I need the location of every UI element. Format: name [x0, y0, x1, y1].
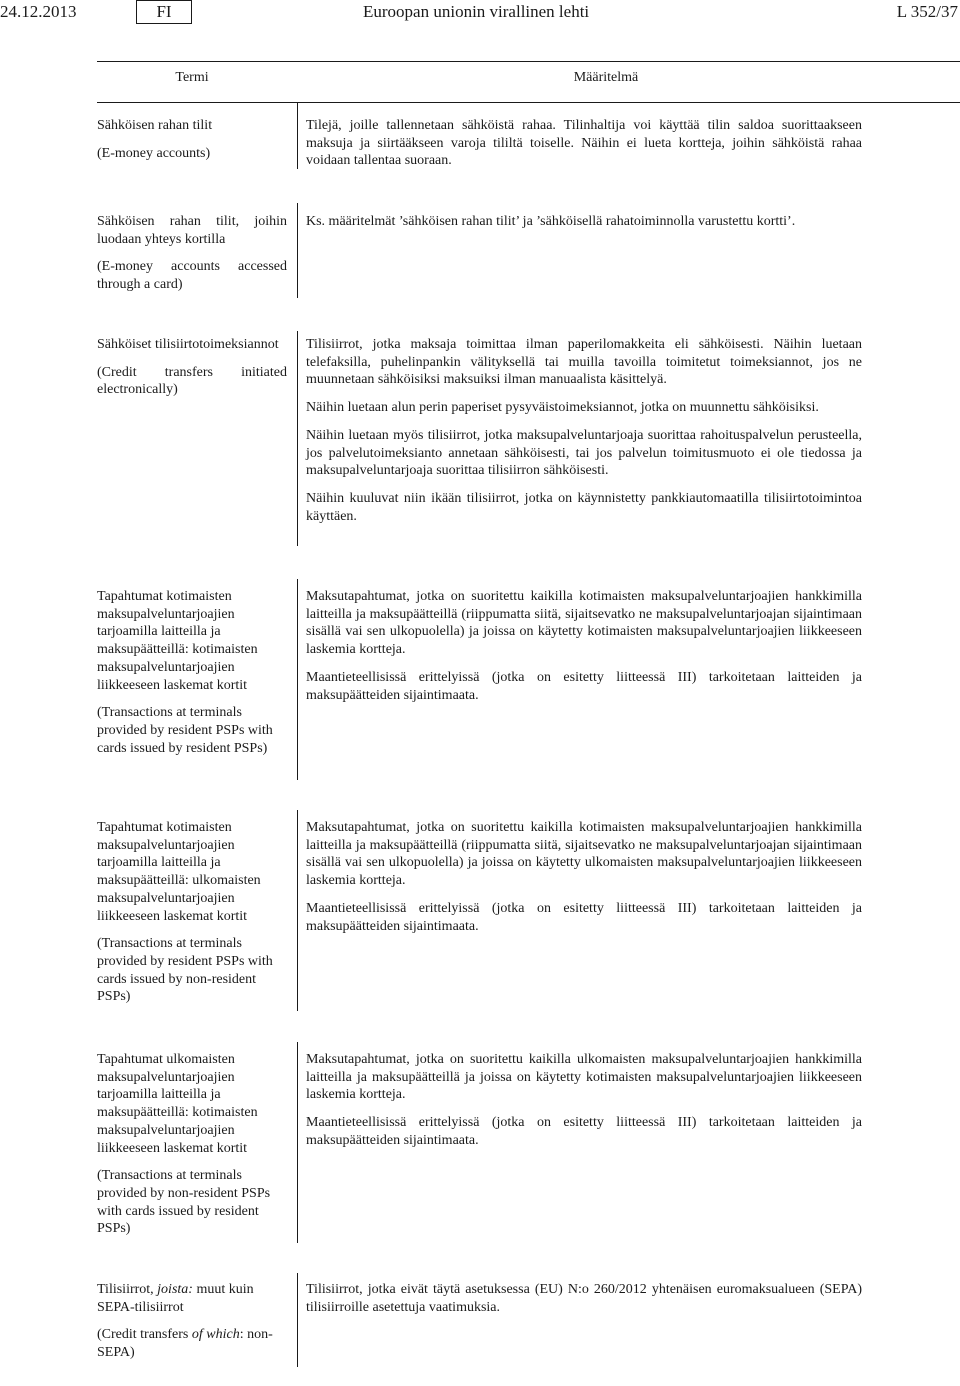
table-row-definition: [306, 213, 862, 241]
table-row-definition: [306, 1281, 862, 1326]
table-row-term: [97, 1281, 287, 1372]
journal-title: Euroopan unionin virallinen lehti: [363, 2, 590, 21]
term-fi: Sähköisen rahan tilit, joihin luodaan yhteys kortilla: [97, 214, 287, 247]
language-code-box: FI: [136, 0, 192, 24]
page-header: [0, 0, 960, 30]
term-en: (E-money accounts accessed through a card): [97, 259, 287, 293]
term-text: muut kuin SEPA-tilisiirrot: [97, 1282, 254, 1315]
definition-paragraph: Tilisiirrot, jotka eivät täytä asetuksessa (EU) N:o 260/2012 yhtenäisen euromaksualueen (SEPA) tilisiirroille asetettuja vaatimuksia.: [306, 1282, 862, 1315]
definition-paragraph: Näihin luetaan myös tilisiirrot, jotka maksupalveluntarjoaja suorittaa rahoituspalvelun perusteella, jos palvelutoimeksianto annetaan sähköisesti, tai jos palvelun toimitusmuoto ei ole tiedossa ja maksupalveluntarjoaja suorittaa tilisiirron sähköisesti.: [306, 427, 862, 479]
term-text: (Credit transfers: [97, 1327, 192, 1343]
table-row-term: [97, 1051, 287, 1248]
column-divider: [297, 579, 298, 780]
table-row-definition: [306, 1051, 862, 1160]
table-top-rule: [97, 61, 960, 62]
term-text: : non-SEPA): [97, 1327, 273, 1361]
table-header-rule: [97, 102, 960, 103]
column-divider: [297, 203, 298, 298]
definition-paragraph: Tilejä, joille tallennetaan sähköistä rahaa. Tilinhaltija voi käyttää tilin saldoa suorittaakseen maksuja ja siirtääkseen varoja tililtä toiselle. Näihin ei lueta kortteja, joihin sähköistä rahaa voidaan tallentaa suoraan.: [306, 118, 862, 169]
table-row-term: [97, 819, 287, 1016]
column-divider: [297, 331, 298, 546]
definition-paragraph: Tilisiirrot, jotka maksaja toimittaa ilman paperilomakkeita eli sähköisesti. Näihin luetaan telefaksilla, puhelinpankin välityksellä tai muilla tavoilla toimitetut toimeksiannot, jos ne muunnetaan sähköisiksi maksuiksi ilman manuaalista käsittelyä.: [306, 337, 862, 388]
table-row-definition: [306, 819, 862, 945]
table-row-definition: [306, 117, 862, 180]
table-row-term: [97, 213, 287, 304]
definition-paragraph: Maksutapahtumat, jotka on suoritettu kaikilla kotimaisten maksupalveluntarjoajien hankkimilla laitteilla ja maksupäätteillä (riippumatta siitä, sijaitsevatko ne maksupalveluntarjoajan sijaintimaan sisällä vai sen ulkopuolella) ja joissa on käytetty kotimaisten maksupalveluntarjoajien liikkeeseen laskemia kortteja.: [306, 589, 862, 658]
definition-paragraph: Näihin luetaan alun perin paperiset pysyväistoimeksiannot, jotka on muunnettu sähköisiksi.: [306, 400, 819, 416]
definition-paragraph: Maksutapahtumat, jotka on suoritettu kaikilla kotimaisten maksupalveluntarjoajien hankkimilla laitteilla ja maksupäätteillä (riippumatta siitä, sijaitsevatko ne maksupalveluntarjoajan sijaintimaan sisällä vai sen ulkopuolella) ja joissa on käytetty ulkomaisten maksupalveluntarjoajien liikkeeseen laskemia kortteja.: [306, 820, 862, 889]
definition-paragraph: Ks. määritelmät ’sähköisen rahan tilit’ ja ’sähköisellä rahatoiminnolla varustettu kortti’.: [306, 214, 796, 229]
column-divider: [297, 810, 298, 1011]
definition-paragraph: Maantieteellisissä erittelyissä (jotka on esitetty liitteessä III) tarkoitetaan laitteiden ja maksupäätteiden sijaintimaata.: [306, 1115, 862, 1148]
column-divider: [297, 1042, 298, 1243]
term-fi: Tapahtumat kotimaisten maksupalveluntarjoajien tarjoamilla laitteilla ja maksupäätteillä: ulkomaisten maksupalveluntarjoajien liikkeeseen laskemat kortit: [97, 820, 261, 924]
table-row-definition: [306, 336, 862, 535]
term-fi: Sähköisen rahan tilit: [97, 118, 213, 133]
table-row-term: [97, 117, 287, 172]
term-italic: joista:: [157, 1282, 193, 1297]
term-italic: of which: [191, 1327, 240, 1343]
term-en: [97, 1326, 287, 1361]
term-en: (E-money accounts): [97, 145, 211, 161]
term-fi: Tapahtumat kotimaisten maksupalveluntarjoajien tarjoamilla laitteilla ja maksupäätteillä: kotimaisten maksupalveluntarjoajien liikkeeseen laskemat kortit: [97, 589, 258, 693]
column-divider: [297, 1273, 298, 1367]
publication-date: 24.12.2013: [0, 2, 77, 21]
term-text: Tilisiirrot,: [97, 1282, 158, 1297]
definition-paragraph: Näihin kuuluvat niin ikään tilisiirrot, jotka on käynnistetty pankkiautomaatilla tilisiirtotoimintoa käyttäen.: [306, 490, 862, 524]
definition-paragraph: Maantieteellisissä erittelyissä (jotka on esitetty liitteessä III) tarkoitetaan laitteiden ja maksupäätteiden sijaintimaata.: [306, 669, 862, 703]
term-en: (Transactions at terminals provided by resident PSPs with cards issued by resident PSPs): [97, 705, 273, 756]
table-row-term: [97, 336, 287, 409]
term-en: (Transactions at terminals provided by non-resident PSPs with cards issued by resident PSPs): [97, 1168, 271, 1237]
term-fi: Tapahtumat ulkomaisten maksupalveluntarjoajien tarjoamilla laitteilla ja maksupäätteillä: kotimaisten maksupalveluntarjoajien liikkeeseen laskemat kortit: [97, 1052, 258, 1156]
column-header-term: Termi: [175, 70, 209, 85]
term-fi: [97, 1281, 287, 1316]
column-divider: [297, 102, 298, 169]
term-en: (Credit transfers initiated electronically): [97, 364, 287, 398]
definition-paragraph: Maksutapahtumat, jotka on suoritettu kaikilla ulkomaisten maksupalveluntarjoajien hankkimilla laitteilla ja maksupäätteillä ja joissa on käytetty kotimaisten maksupalveluntarjoajien liikkeeseen laskemia kortteja.: [306, 1052, 862, 1103]
page-reference: L 352/37: [896, 2, 958, 21]
term-fi: Sähköiset tilisiirtotoimeksiannot: [97, 337, 279, 352]
table-row-definition: [306, 588, 862, 714]
definition-paragraph: Maantieteellisissä erittelyissä (jotka on esitetty liitteessä III) tarkoitetaan laitteiden ja maksupäätteiden sijaintimaata.: [306, 900, 862, 934]
table-row-term: [97, 588, 287, 767]
column-header-definition: Määritelmä: [573, 70, 639, 85]
term-en: (Transactions at terminals provided by resident PSPs with cards issued by non-resident PSPs): [97, 936, 273, 1005]
